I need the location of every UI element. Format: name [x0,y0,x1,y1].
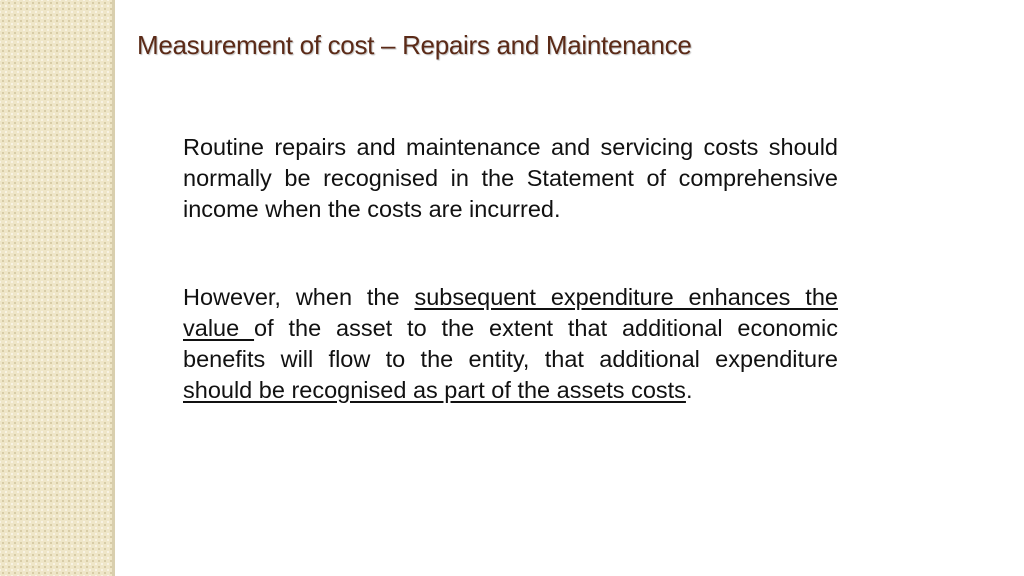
paragraph2-text-end: . [685,377,693,403]
underlined-subsequent-expenditure: subsequent expenditure enhances the value [183,284,838,341]
slide-title: Measurement of cost – Repairs and Maintenance [137,30,692,60]
side-divider [112,0,115,576]
paragraph-routine-repairs: Routine repairs and maintenance and servicing costs should normally be recognised in the Statement of comprehensive income when the costs are incurred. [183,134,838,222]
underlined-recognised-as-part: should be recognised as part of the assets costs [183,377,686,403]
paragraph2-text-start: However, when the [183,284,415,310]
paragraph-subsequent-expenditure [183,282,838,406]
decorative-side-strip [0,0,112,576]
paragraph2-text-middle: of the asset to the extent that additional economic benefits will flow to the entity, that additional expenditure [183,315,838,372]
